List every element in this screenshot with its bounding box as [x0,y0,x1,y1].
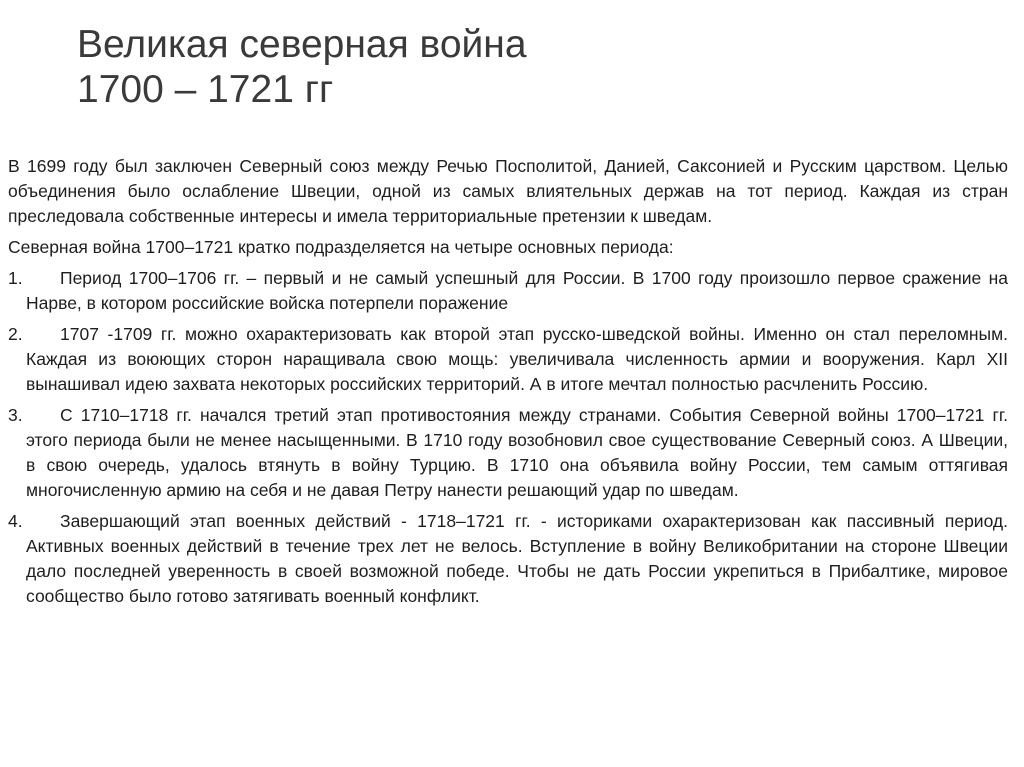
period-item-2 [8,322,1008,397]
period-number: 3. [8,405,23,425]
slide-content [8,154,1008,615]
period-text: С 1710–1718 гг. начался третий этап противостояния между странами. События Северной войны 1700–1721 гг. этого периода были не менее насыщенными. В 1710 году возобновил свое существование Северный союз. А Швеции, в свою очередь, удалось втянуть в войну Турцию. В 1710 она объявила войну России, тем самым оттягивая многочисленную армию на себя и не давая Петру нанести решающий удар по шведам. [26,405,1008,500]
period-item-3 [8,403,1008,503]
period-number: 1. [8,268,23,288]
period-number: 4. [8,511,23,531]
period-number: 2. [8,324,23,344]
period-text: 1707 -1709 гг. можно охарактеризовать как второй этап русско-шведской войны. Именно он стал переломным. Каждая из воюющих сторон наращивала свою мощь: увеличивала численность армии и вооружения. Карл XII вынашивал идею захвата некоторых российских территорий. А в итоге мечтал полностью расчленить Россию. [26,324,1008,394]
period-text: Завершающий этап военных действий - 1718–1721 гг. - историками охарактеризован как пассивный период. Активных военных действий в течение трех лет не велось. Вступление в войну Великобритании на стороне Швеции дало последней уверенность в своей возможной победе. Чтобы не дать России укрепиться в Прибалтике, мировое сообщество было готово затягивать военный конфликт. [26,511,1008,606]
period-item-1 [8,266,1008,316]
slide-title-line-2: 1700 – 1721 гг [77,68,334,111]
slide-title [77,22,977,112]
intro-paragraph: В 1699 году был заключен Северный союз между Речью Посполитой, Данией, Саксонией и Русским царством. Целью объединения было ослабление Швеции, одной из самых влиятельных держав на тот период. Каждая из стран преследовала собственные интересы и имела территориальные претензии к шведам. [8,156,1008,226]
slide-title-line-1: Великая северная война [77,23,527,66]
period-text: Период 1700–1706 гг. – первый и не самый успешный для России. В 1700 году произошло первое сражение на Нарве, в котором российские войска потерпели поражение [26,268,1008,313]
period-item-4 [8,509,1008,609]
periods-intro: Северная война 1700–1721 кратко подразделяется на четыре основных периода: [8,237,674,257]
